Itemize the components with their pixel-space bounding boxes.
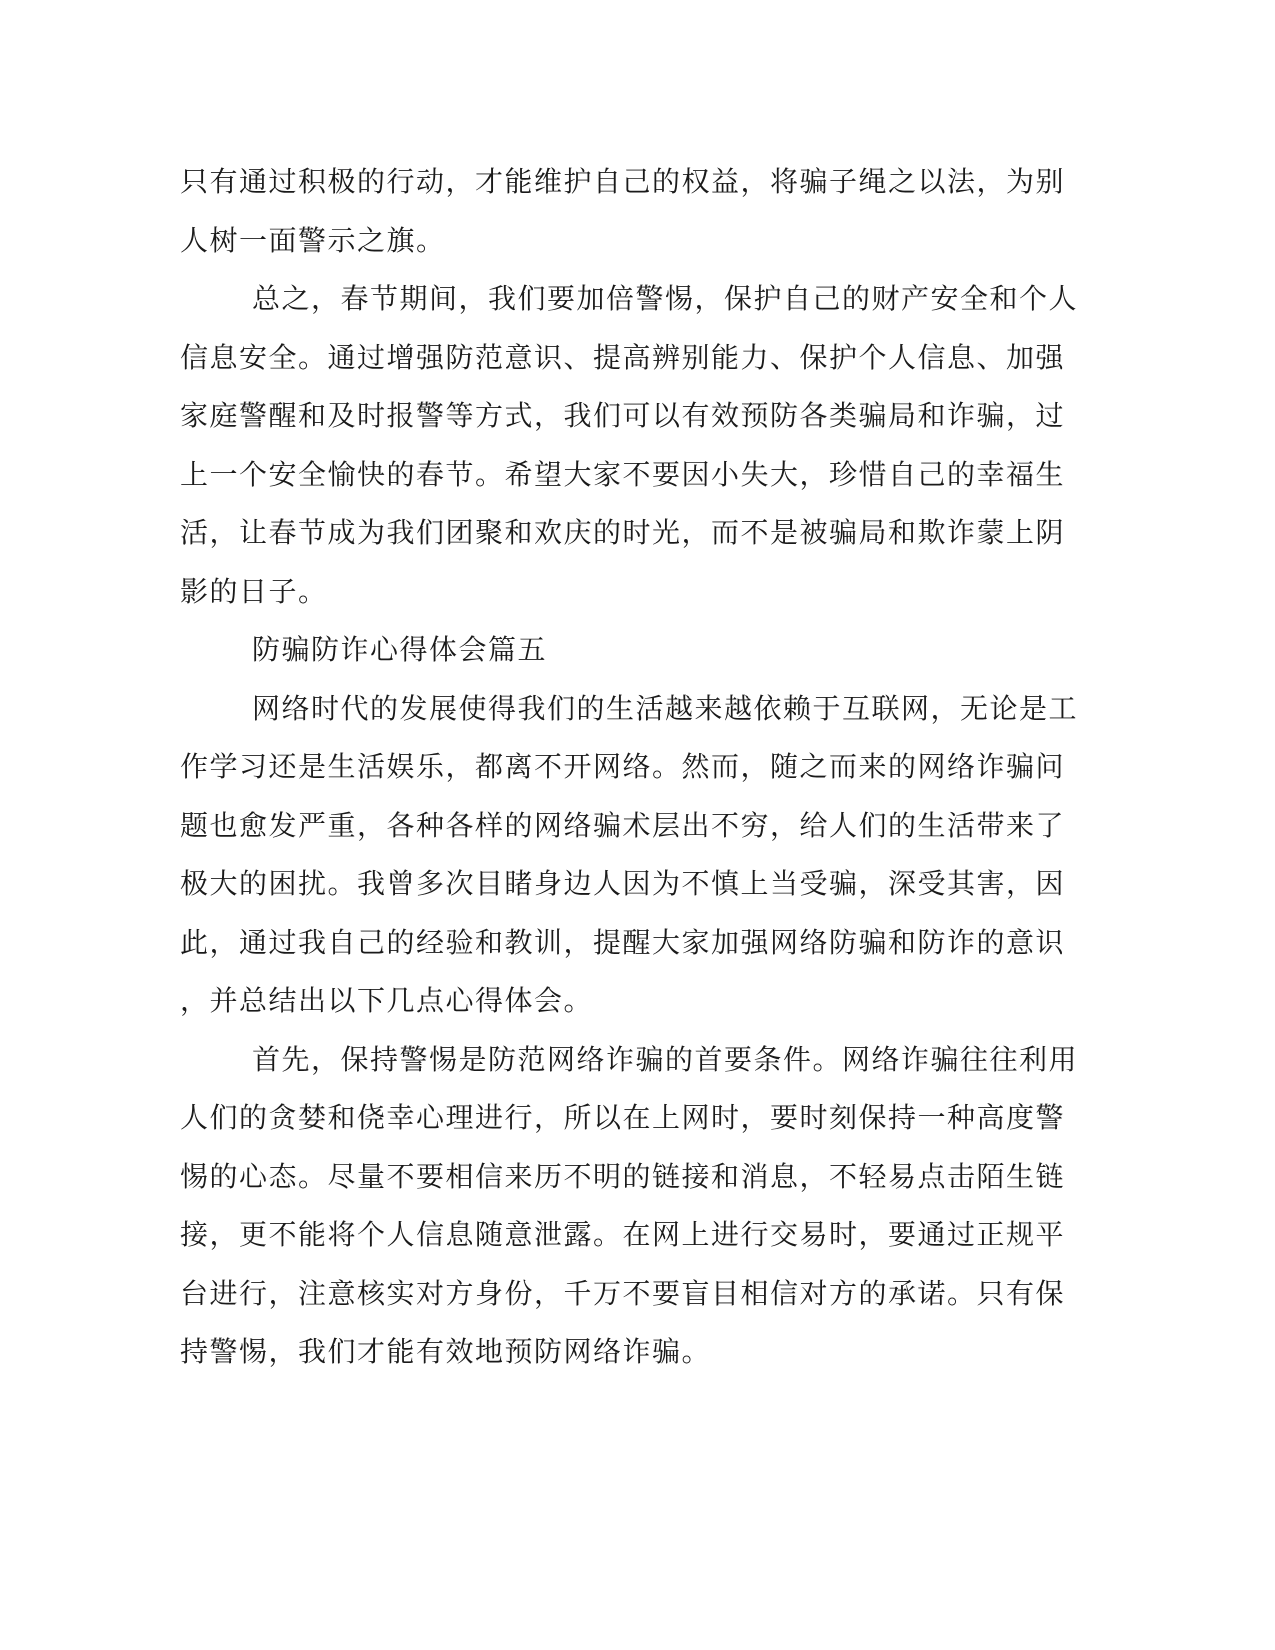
paragraph-line: 家庭警醒和及时报警等方式，我们可以有效预防各类骗局和诈骗，过 (180, 399, 1066, 432)
paragraph-line: 人树一面警示之旗。 (180, 224, 446, 257)
paragraph-line: 人们的贪婪和侥幸心理进行，所以在上网时，要时刻保持一种高度警 (180, 1101, 1066, 1134)
paragraph-line: 首先，保持警惕是防范网络诈骗的首要条件。网络诈骗往往利用 (252, 1043, 1079, 1076)
paragraph-line: 惕的心态。尽量不要相信来历不明的链接和消息，不轻易点击陌生链 (180, 1160, 1066, 1193)
paragraph-line: 信息安全。通过增强防范意识、提高辨别能力、保护个人信息、加强 (180, 341, 1066, 374)
paragraph-line: 作学习还是生活娱乐，都离不开网络。然而，随之而来的网络诈骗问 (180, 750, 1066, 783)
paragraph-line: 极大的困扰。我曾多次目睹身边人因为不慎上当受骗，深受其害，因 (180, 867, 1066, 900)
section-heading: 防骗防诈心得体会篇五 (252, 633, 548, 666)
paragraph-line: 此，通过我自己的经验和教训，提醒大家加强网络防骗和防诈的意识 (180, 926, 1066, 959)
paragraph-line: 网络时代的发展使得我们的生活越来越依赖于互联网，无论是工 (252, 692, 1079, 725)
paragraph-line: 接，更不能将个人信息随意泄露。在网上进行交易时，要通过正规平 (180, 1218, 1066, 1251)
paragraph-line: 持警惕，我们才能有效地预防网络诈骗。 (180, 1335, 712, 1368)
paragraph-line: ，并总结出以下几点心得体会。 (180, 984, 594, 1017)
paragraph-line: 只有通过积极的行动，才能维护自己的权益，将骗子绳之以法，为别 (180, 165, 1066, 198)
paragraph-line: 台进行，注意核实对方身份，千万不要盲目相信对方的承诺。只有保 (180, 1277, 1066, 1310)
paragraph-line: 上一个安全愉快的春节。希望大家不要因小失大，珍惜自己的幸福生 (180, 458, 1066, 491)
paragraph-line: 题也愈发严重，各种各样的网络骗术层出不穷，给人们的生活带来了 (180, 809, 1066, 842)
paragraph-line: 影的日子。 (180, 575, 328, 608)
paragraph-line: 活，让春节成为我们团聚和欢庆的时光，而不是被骗局和欺诈蒙上阴 (180, 516, 1066, 549)
paragraph-line: 总之，春节期间，我们要加倍警惕，保护自己的财产安全和个人 (252, 282, 1079, 315)
